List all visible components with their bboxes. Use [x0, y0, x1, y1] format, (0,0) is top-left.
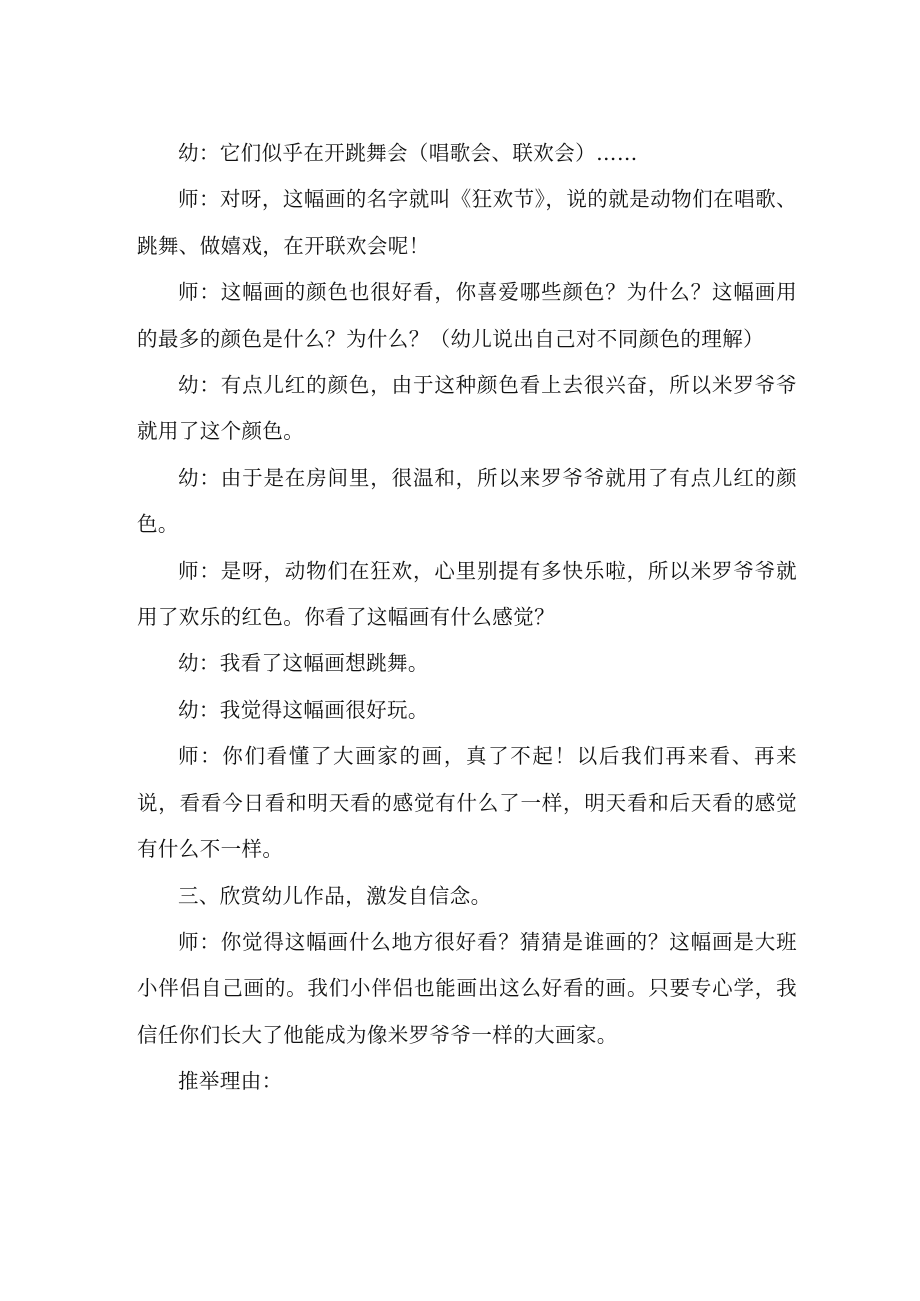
paragraph-child-want-dance: 幼：我看了这幅画想跳舞。 — [178, 651, 429, 676]
section-heading-appreciate-works: 三、欣赏幼儿作品，激发自信念。 — [178, 883, 492, 908]
paragraph-child-dance-party: 幼：它们似乎在开跳舞会（唱歌会、联欢会）…… — [178, 141, 638, 165]
paragraph-teacher-praise: 师：你们看懂了大画家的画，真了不起！以后我们再来看、再来说，看看今日看和明天看的感觉有什么了一样，明天看和后天看的感觉有什么不一样。 — [137, 744, 797, 862]
paragraph-child-fun: 幼：我觉得这幅画很好玩。 — [178, 697, 429, 722]
document-body — [137, 130, 797, 1105]
paragraph-teacher-colors-question: 师：这幅画的颜色也很好看，你喜爱哪些颜色？为什么？这幅画用的最多的颜色是什么？为什么？（幼儿说出自己对不同颜色的理解） — [137, 280, 797, 351]
paragraph-recommend-reason: 推举理由： — [178, 1069, 283, 1094]
paragraph-teacher-joyful-red: 师：是呀，动物们在狂欢，心里别提有多快乐啦，所以米罗爷爷就用了欢乐的红色。你看了这幅画有什么感觉？ — [137, 558, 797, 630]
paragraph-child-red-exciting: 幼：有点儿红的颜色，由于这种颜色看上去很兴奋，所以米罗爷爷就用了这个颜色。 — [137, 373, 797, 444]
paragraph-teacher-carnival-title: 师：对呀，这幅画的名字就叫《狂欢节》，说的就是动物们在唱歌、跳舞、做嬉戏，在开联欢会呢！ — [137, 187, 797, 258]
paragraph-child-warm-room: 幼：由于是在房间里，很温和，所以来罗爷爷就用了有点儿红的颜色。 — [137, 465, 797, 537]
paragraph-teacher-kids-artwork: 师：你觉得这幅画什么地方很好看？猜猜是谁画的？这幅画是大班小伴侣自己画的。我们小伴侣也能画出这么好看的画。只要专心学，我信任你们长大了他能成为像米罗爷爷一样的大画家。 — [137, 929, 797, 1047]
